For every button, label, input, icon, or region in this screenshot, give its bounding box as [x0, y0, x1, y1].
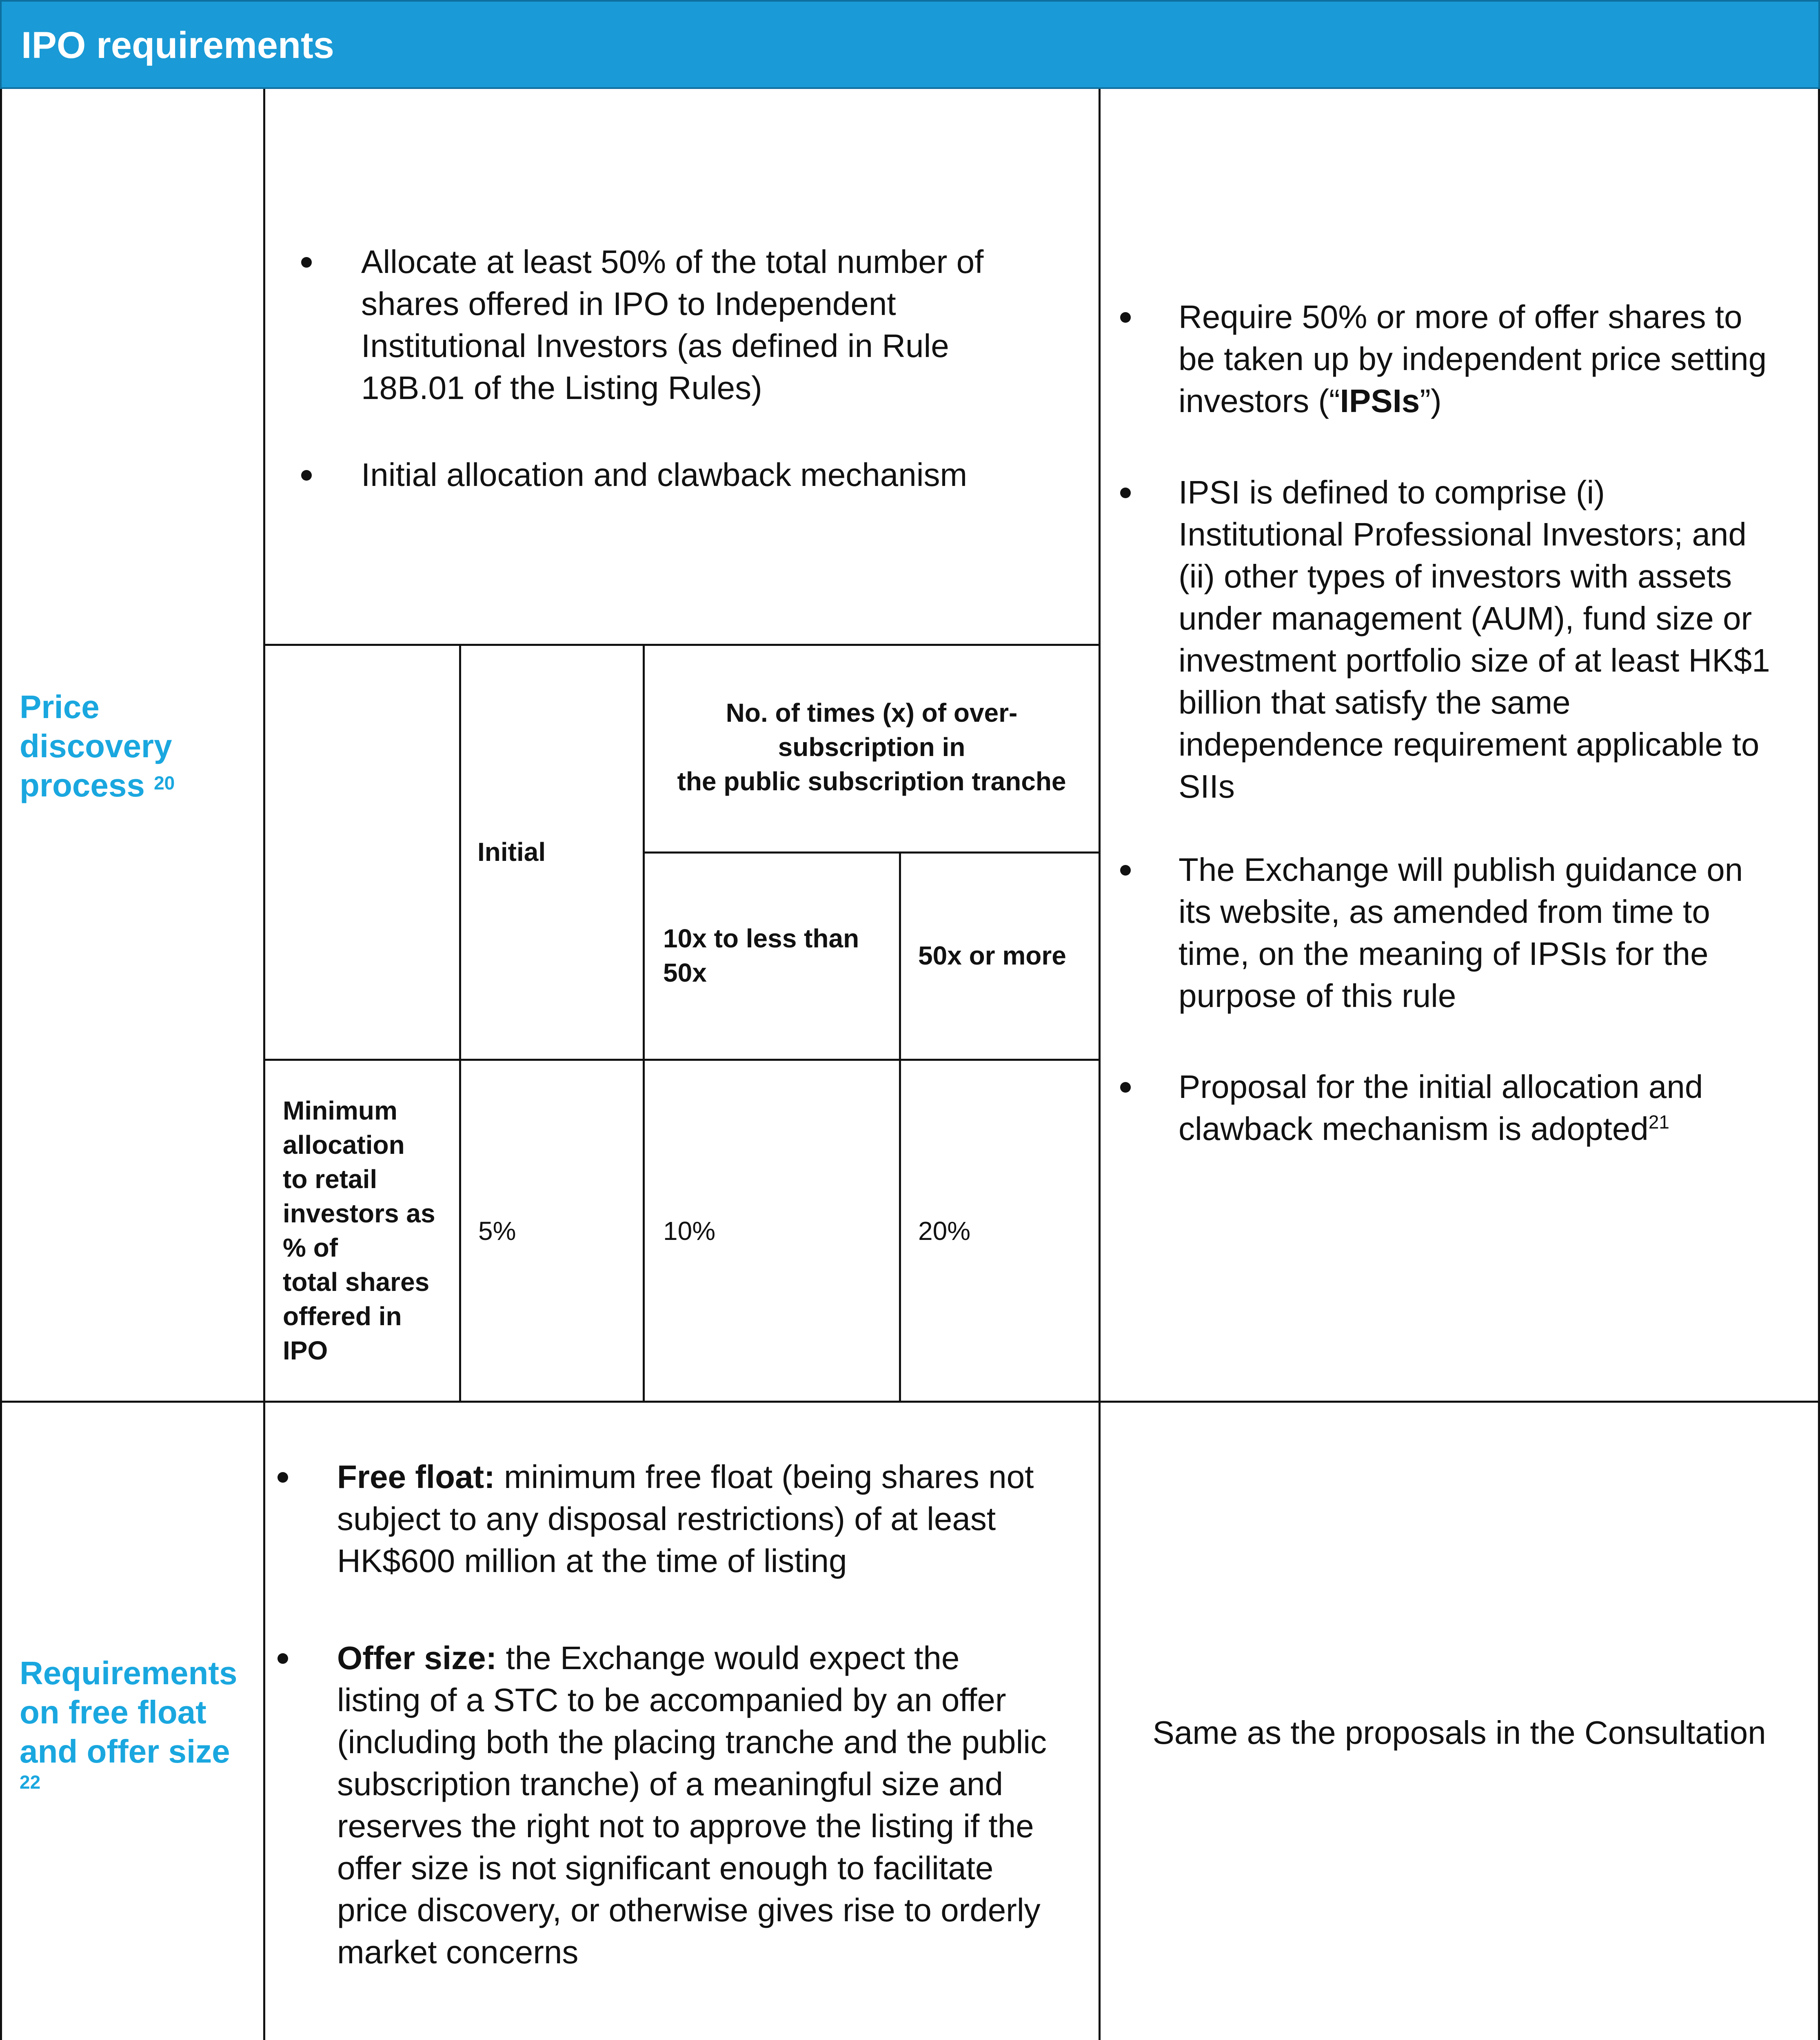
- bullet-icon: [301, 257, 312, 268]
- header-50x-more: 50x or more: [918, 941, 1066, 970]
- row-divider-1: [0, 1401, 1820, 1403]
- value-10x: 10%: [663, 1216, 716, 1246]
- inner-col-3: [899, 851, 901, 1403]
- header-initial: Initial: [477, 837, 546, 867]
- value-initial: 5%: [478, 1216, 516, 1246]
- row-label-price-discovery: Price discovery process $^{20}$: [20, 689, 175, 803]
- row-label-free-float: Requirements on free float and offer size 22: [20, 1655, 237, 1793]
- inner-table-top: [263, 644, 1101, 646]
- inner-table-header-bottom: [263, 1059, 1101, 1061]
- inner-col-1: [459, 644, 461, 1403]
- left-border: [0, 89, 2, 2040]
- bullet-icon: [1120, 865, 1131, 876]
- conclusion-free-float: Same as the proposals in the Consultation: [1152, 1714, 1766, 1751]
- consultation-bullet-allocation: Allocate at least 50% of the total number of shares offered in IPO to Independent Institutional Investors (as defined in Rule 18B.01 of the Listing Rules): [361, 244, 984, 406]
- bullet-icon: [301, 470, 312, 481]
- footnote-ref: 20: [154, 772, 175, 794]
- footnote-ref: 21: [1648, 1111, 1669, 1133]
- consultation-bullet-clawback: Initial allocation and clawback mechanism: [361, 457, 968, 493]
- header-10x-50x: 10x to less than 50x: [663, 924, 859, 987]
- consultation-bullet-free-float: Free float: minimum free float (being shares not subject to any disposal restrictions) of at least HK$600 million at the time of listing: [337, 1459, 1034, 1579]
- footnote-ref: 22: [20, 1772, 41, 1793]
- bullet-icon: [1120, 312, 1131, 323]
- col-divider-1: [263, 89, 265, 2040]
- inner-table-subheader-line: [643, 851, 1101, 854]
- conclusion-bullet-ipsi-threshold: Require 50% or more of offer shares to be taken up by independent price setting investors (“IPSIs”): [1179, 299, 1767, 419]
- conclusion-bullet-guidance: The Exchange will publish guidance on its website, as amended from time to time, on the meaning of IPSIs for the purpose of this rule: [1179, 851, 1743, 1014]
- bullet-icon: [277, 1653, 288, 1664]
- conclusion-bullet-ipsi-definition: IPSI is defined to comprise (i) Institutional Professional Investors; and (ii) other types of investors with assets under management (AUM), fund size or investment portfolio size of at least HK$1 billion that satisfy the same independence requirement applicable to SIIs: [1179, 474, 1770, 805]
- consultation-bullet-offer-size: Offer size: the Exchange would expect the listing of a STC to be accompanied by an offer (including both the placing tranche and the public subscription tranche) of a meaningful size and reserves the right not to approve the listing if the offer size is not significant enough to facilitate price discovery, or otherwise gives rise to orderly market concerns: [337, 1640, 1047, 1970]
- bullet-icon: [1120, 488, 1131, 498]
- bullet-icon: [1120, 1082, 1131, 1093]
- header-oversubscription: No. of times (x) of over- subscription in the public subscription tranche: [677, 698, 1066, 796]
- row-label-min-allocation: Minimum allocation to retail investors as % of total shares offered in IPO: [283, 1096, 435, 1365]
- conclusion-bullet-clawback-adopted: Proposal for the initial allocation and clawback mechanism is adopted$^{21}$: [1179, 1069, 1703, 1147]
- table-header: [0, 0, 1820, 89]
- right-border: [1818, 89, 1820, 2040]
- table-title: IPO requirements: [21, 24, 334, 66]
- bullet-icon: [277, 1472, 288, 1483]
- value-50x: 20%: [918, 1216, 971, 1246]
